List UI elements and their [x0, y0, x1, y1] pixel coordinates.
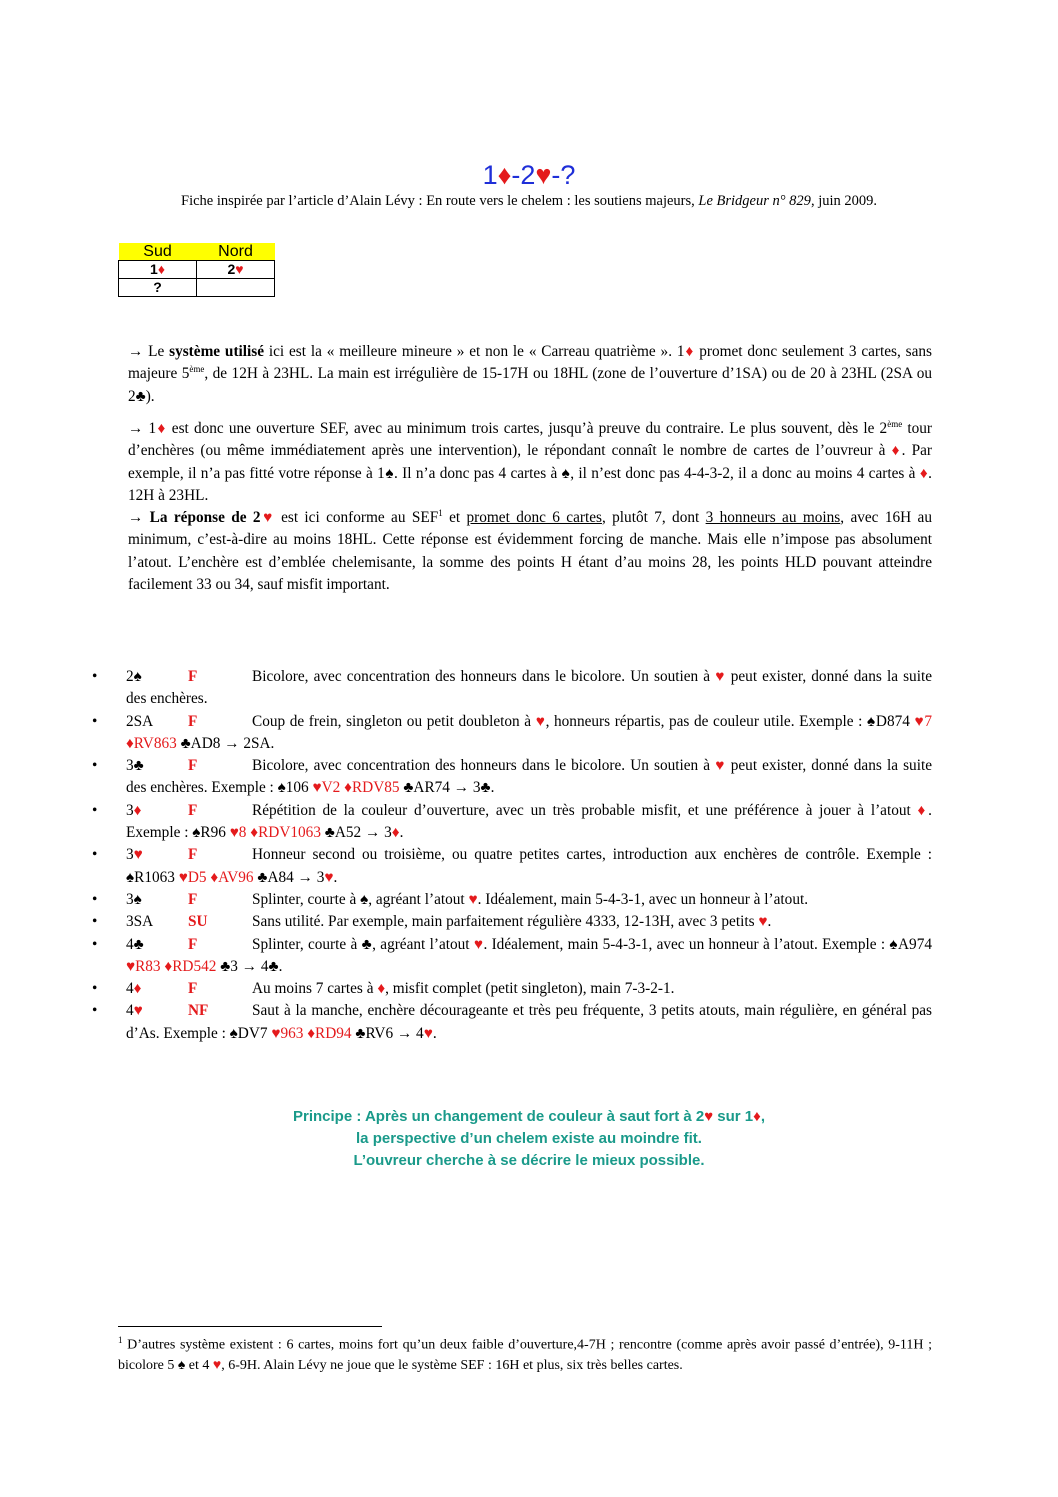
principle-line-1: Principe : Après un changement de couleur à saut fort à 2♥ sur 1♦,: [293, 1108, 765, 1125]
rebid-item: [92, 800, 932, 845]
title-part-3: -?: [551, 160, 576, 190]
bullet-icon: •: [92, 668, 98, 685]
bullet-icon: •: [92, 913, 98, 931]
principle-line-2: la perspective d’un chelem existe au moindre fit.: [356, 1130, 702, 1147]
bid-description: ♦: [391, 824, 400, 842]
forcing-label: F: [188, 757, 198, 775]
bid-description: .: [333, 868, 338, 886]
bid-description: ♥: [324, 868, 334, 886]
principle-line-3: L’ouvreur cherche à se décrire le mieux possible.: [353, 1152, 705, 1169]
rebid-item: [92, 934, 932, 979]
page-title: [0, 160, 1058, 191]
diamond-icon: ♦: [919, 464, 929, 482]
bid-description: ♥963 ♦RD94: [271, 1024, 352, 1042]
bid-description: Coup de frein, singleton ou petit doubleton à: [252, 712, 536, 730]
auction-table: [118, 243, 275, 297]
bid-description: ♠D874: [866, 712, 915, 730]
bullet-icon: •: [92, 712, 98, 730]
bid-description: , honneurs répartis, pas de couleur utile. Exemple :: [545, 712, 867, 730]
bid-description: ♥: [758, 913, 768, 931]
footnote-ref: 1: [438, 507, 443, 518]
bid-description: ♣AR74 → 3♣.: [399, 779, 495, 797]
forcing-label: F: [188, 846, 198, 864]
spade-icon: ♠: [561, 464, 571, 482]
suit-icon: ♦: [133, 980, 142, 998]
bid-description: ♥: [423, 1024, 433, 1042]
diamond-icon: ♦: [497, 160, 512, 190]
diamond-icon: ♦: [753, 1108, 761, 1125]
bid-description: .: [399, 824, 404, 842]
forcing-label: F: [188, 668, 198, 685]
bid-code: 2♠: [126, 668, 142, 685]
rebid-item: [92, 1000, 932, 1045]
bid-description: , misfit complet (petit singleton), main 7-3-2-1.: [385, 980, 675, 998]
diamond-icon: ♦: [157, 261, 165, 277]
bid-description: ♣A52 → 3: [320, 824, 392, 842]
bid-description: ♥: [715, 757, 726, 775]
rebid-item: [92, 755, 932, 800]
bid-description: peut exister, donné dans la suite des enchères.: [126, 668, 932, 708]
forcing-label: SU: [188, 913, 208, 931]
title-part-1: 1: [482, 160, 498, 190]
bid-sud-question: ?: [119, 279, 197, 297]
rebid-item: [92, 844, 932, 889]
bid-description: ♥: [535, 712, 546, 730]
bid-code: 4♥: [126, 1002, 143, 1020]
bid-description: . Idéalement, main 5-4-3-1, avec un honneur à l’atout.: [477, 890, 809, 908]
forcing-label: F: [188, 980, 198, 998]
bid-description: Sans utilité. Par exemple, main parfaitement régulière 4333, 12-13H, avec 3 petits: [252, 913, 759, 931]
bid-description: peut exister, donné dans la suite des enchères. Exemple : ♠106: [126, 757, 932, 797]
bid-description: Bicolore, avec concentration des honneurs dans le bicolore. Un soutien à: [252, 757, 716, 775]
heart-icon: ♥: [704, 1108, 714, 1125]
bid-description: ♥7 ♦RV863: [126, 712, 933, 752]
suit-icon: ♠: [133, 890, 142, 908]
bullet-icon: •: [92, 890, 98, 908]
heart-icon: ♥: [212, 1357, 222, 1373]
bid-description: ♦: [917, 801, 929, 819]
bid-description: Au moins 7 cartes à: [252, 980, 378, 998]
bid-code: 4♣: [126, 935, 144, 953]
heart-icon: ♥: [260, 509, 275, 526]
suit-icon: ♥: [133, 846, 143, 864]
auction-row: [119, 279, 275, 297]
rebid-item: [92, 911, 932, 933]
bid-code: 2SA: [126, 712, 154, 730]
bid-nord-empty: [197, 279, 275, 297]
bid-description: Splinter, courte à ♠, agréant l’atout: [252, 890, 469, 908]
bullet-icon: •: [92, 846, 98, 864]
suit-icon: ♠: [133, 668, 142, 685]
bid-description: .: [767, 913, 772, 931]
forcing-label: F: [188, 890, 198, 908]
bid-description: ♥8 ♦RDV1063: [229, 824, 321, 842]
diamond-icon: ♦: [684, 343, 695, 360]
header-nord: Nord: [197, 243, 275, 261]
club-icon: ♣: [135, 387, 146, 405]
suit-icon: ♥: [133, 1002, 143, 1020]
diamond-icon: ♦: [891, 442, 902, 460]
source-citation: Fiche inspirée par l’article d’Alain Lévy : En route vers le chelem : les soutiens majeurs, Le Bridgeur n° 829, juin 2009.: [181, 193, 877, 209]
bid-description: ♣3 → 4♣.: [216, 957, 283, 975]
bid-description: ♥D5 ♦AV96: [178, 868, 254, 886]
suit-icon: ♣: [133, 757, 144, 775]
bid-description: Honneur second ou troisième, ou quatre petites cartes, introduction aux enchères de contrôle. Exemple : ♠R1063: [126, 846, 932, 886]
bid-code: 3♦: [126, 801, 142, 819]
bid-description: Répétition de la couleur d’ouverture, avec un très probable misfit, et une préférence à jouer à l’atout: [252, 801, 918, 819]
bid-description: Bicolore, avec concentration des honneurs dans le bicolore. Un soutien à: [252, 668, 716, 685]
bid-code: 3SA: [126, 913, 154, 931]
magazine-reference: Le Bridgeur n° 829: [698, 193, 811, 209]
diamond-icon: ♦: [156, 420, 167, 437]
paragraph-system: → Le système utilisé ici est la « meilleure mineure » et non le « Carreau quatrième ». 1♦ promet donc seulement 3 cartes, sans majeure 5ème, de 12H à 23HL. La main est irrégulière de 15-17H ou 18HL (zone de l’ouverture d’1SA) ou de 20 à 23HL (2SA ou 2♣).: [128, 343, 932, 405]
bid-code: 3♠: [126, 890, 142, 908]
bullet-icon: •: [92, 757, 98, 775]
bullet-icon: •: [92, 980, 98, 998]
rebid-list: [92, 666, 932, 1045]
bid-description: ♥: [468, 890, 478, 908]
bid-description: .: [432, 1024, 437, 1042]
bid-description: . Exemple : ♠R96: [126, 801, 932, 842]
paragraph-response: → La réponse de 2♥ est ici conforme au SEF$^1$ et promet donc 6 cartes, plutôt 7, dont 3 honneurs au moins, avec 16H au minimum, c’est-à-dire au moins 18HL. Cette réponse est évidemment forcing de manche. Mais elle n’impose pas absolument l’atout. L’enchère est d’emblée chelemisante, la somme des points H étant d’au moins 28, les points HLD pouvant atteindre facilement 33 ou 34, sauf misfit important.: [128, 507, 932, 593]
rebid-item: [92, 889, 932, 911]
auction-row: [119, 261, 275, 279]
bid-code: 4♦: [126, 980, 142, 998]
bid-description: ♥R83 ♦RD542: [126, 957, 217, 975]
bid-description: ♣AD8 → 2SA.: [176, 734, 275, 752]
bid-code: 3♣: [126, 757, 144, 775]
rebid-item: [92, 978, 932, 1000]
heart-icon: ♥: [535, 160, 552, 190]
forcing-label: NF: [188, 1002, 209, 1020]
footnote: $^1$ D’autres système existent : 6 cartes, moins fort qu’un deux faible d’ouverture,4-7H ; rencontre (comme après avoir passé d’entrée), 9-11H ; bicolore 5 ♠ et 4 ♥, 6-9H. Alain Lévy ne joue que le système SEF : 16H et plus, six très belles cartes.: [118, 1335, 932, 1373]
paragraph-opening: → 1♦ est donc une ouverture SEF, avec au minimum trois cartes, jusqu’à preuve du contraire. Le plus souvent, dès le 2ème tour d’enchères (ou même immédiatement après une intervention), le répondant connaît le nombre de cartes de l’ouvreur à ♦. Par exemple, il n’a pas fitté votre réponse à 1♠. Il n’a donc pas 4 cartes à ♠, il n’est donc pas 4-4-3-2, il a donc au moins 4 cartes à ♦. 12H à 23HL.: [128, 418, 933, 504]
rebid-item: [92, 666, 932, 711]
spade-icon: ♠: [384, 464, 394, 482]
bid-description: Saut à la manche, enchère décourageante et très peu fréquente, 3 petits atouts, main régulière, en général pas d’As. Exemple : ♠DV7: [126, 1002, 932, 1042]
suit-icon: ♣: [133, 935, 144, 953]
bid-description: ♥: [715, 668, 726, 685]
auction-header-row: [119, 243, 275, 261]
bid-code: 3♥: [126, 846, 143, 864]
forcing-label: F: [188, 935, 198, 953]
bid-description: ♣RV6 → 4: [351, 1024, 424, 1042]
bid-sud: 1♦: [119, 261, 197, 279]
rebid-item: [92, 711, 932, 756]
bid-description: ♥V2 ♦RDV85: [312, 779, 400, 797]
bid-nord: 2♥: [197, 261, 275, 279]
bullet-icon: •: [92, 935, 98, 953]
heart-icon: ♥: [235, 261, 244, 277]
header-sud: Sud: [119, 243, 197, 261]
bid-description: ♥: [473, 935, 484, 953]
bid-description: . Idéalement, main 5-4-3-1, avec un honneur à l’atout. Exemple : ♠A974: [483, 935, 933, 953]
principle-box: [0, 1106, 1058, 1172]
bullet-icon: •: [92, 801, 98, 819]
suit-icon: ♦: [133, 801, 142, 819]
forcing-label: F: [188, 801, 198, 819]
bid-description: ♣A84 → 3: [253, 868, 325, 886]
forcing-label: F: [188, 712, 198, 730]
footnote-divider: [118, 1326, 382, 1327]
title-part-2: -2: [511, 160, 536, 190]
bid-description: ♦: [377, 980, 386, 998]
bullet-icon: •: [92, 1002, 98, 1020]
bid-description: Splinter, courte à ♣, agréant l’atout: [252, 935, 474, 953]
